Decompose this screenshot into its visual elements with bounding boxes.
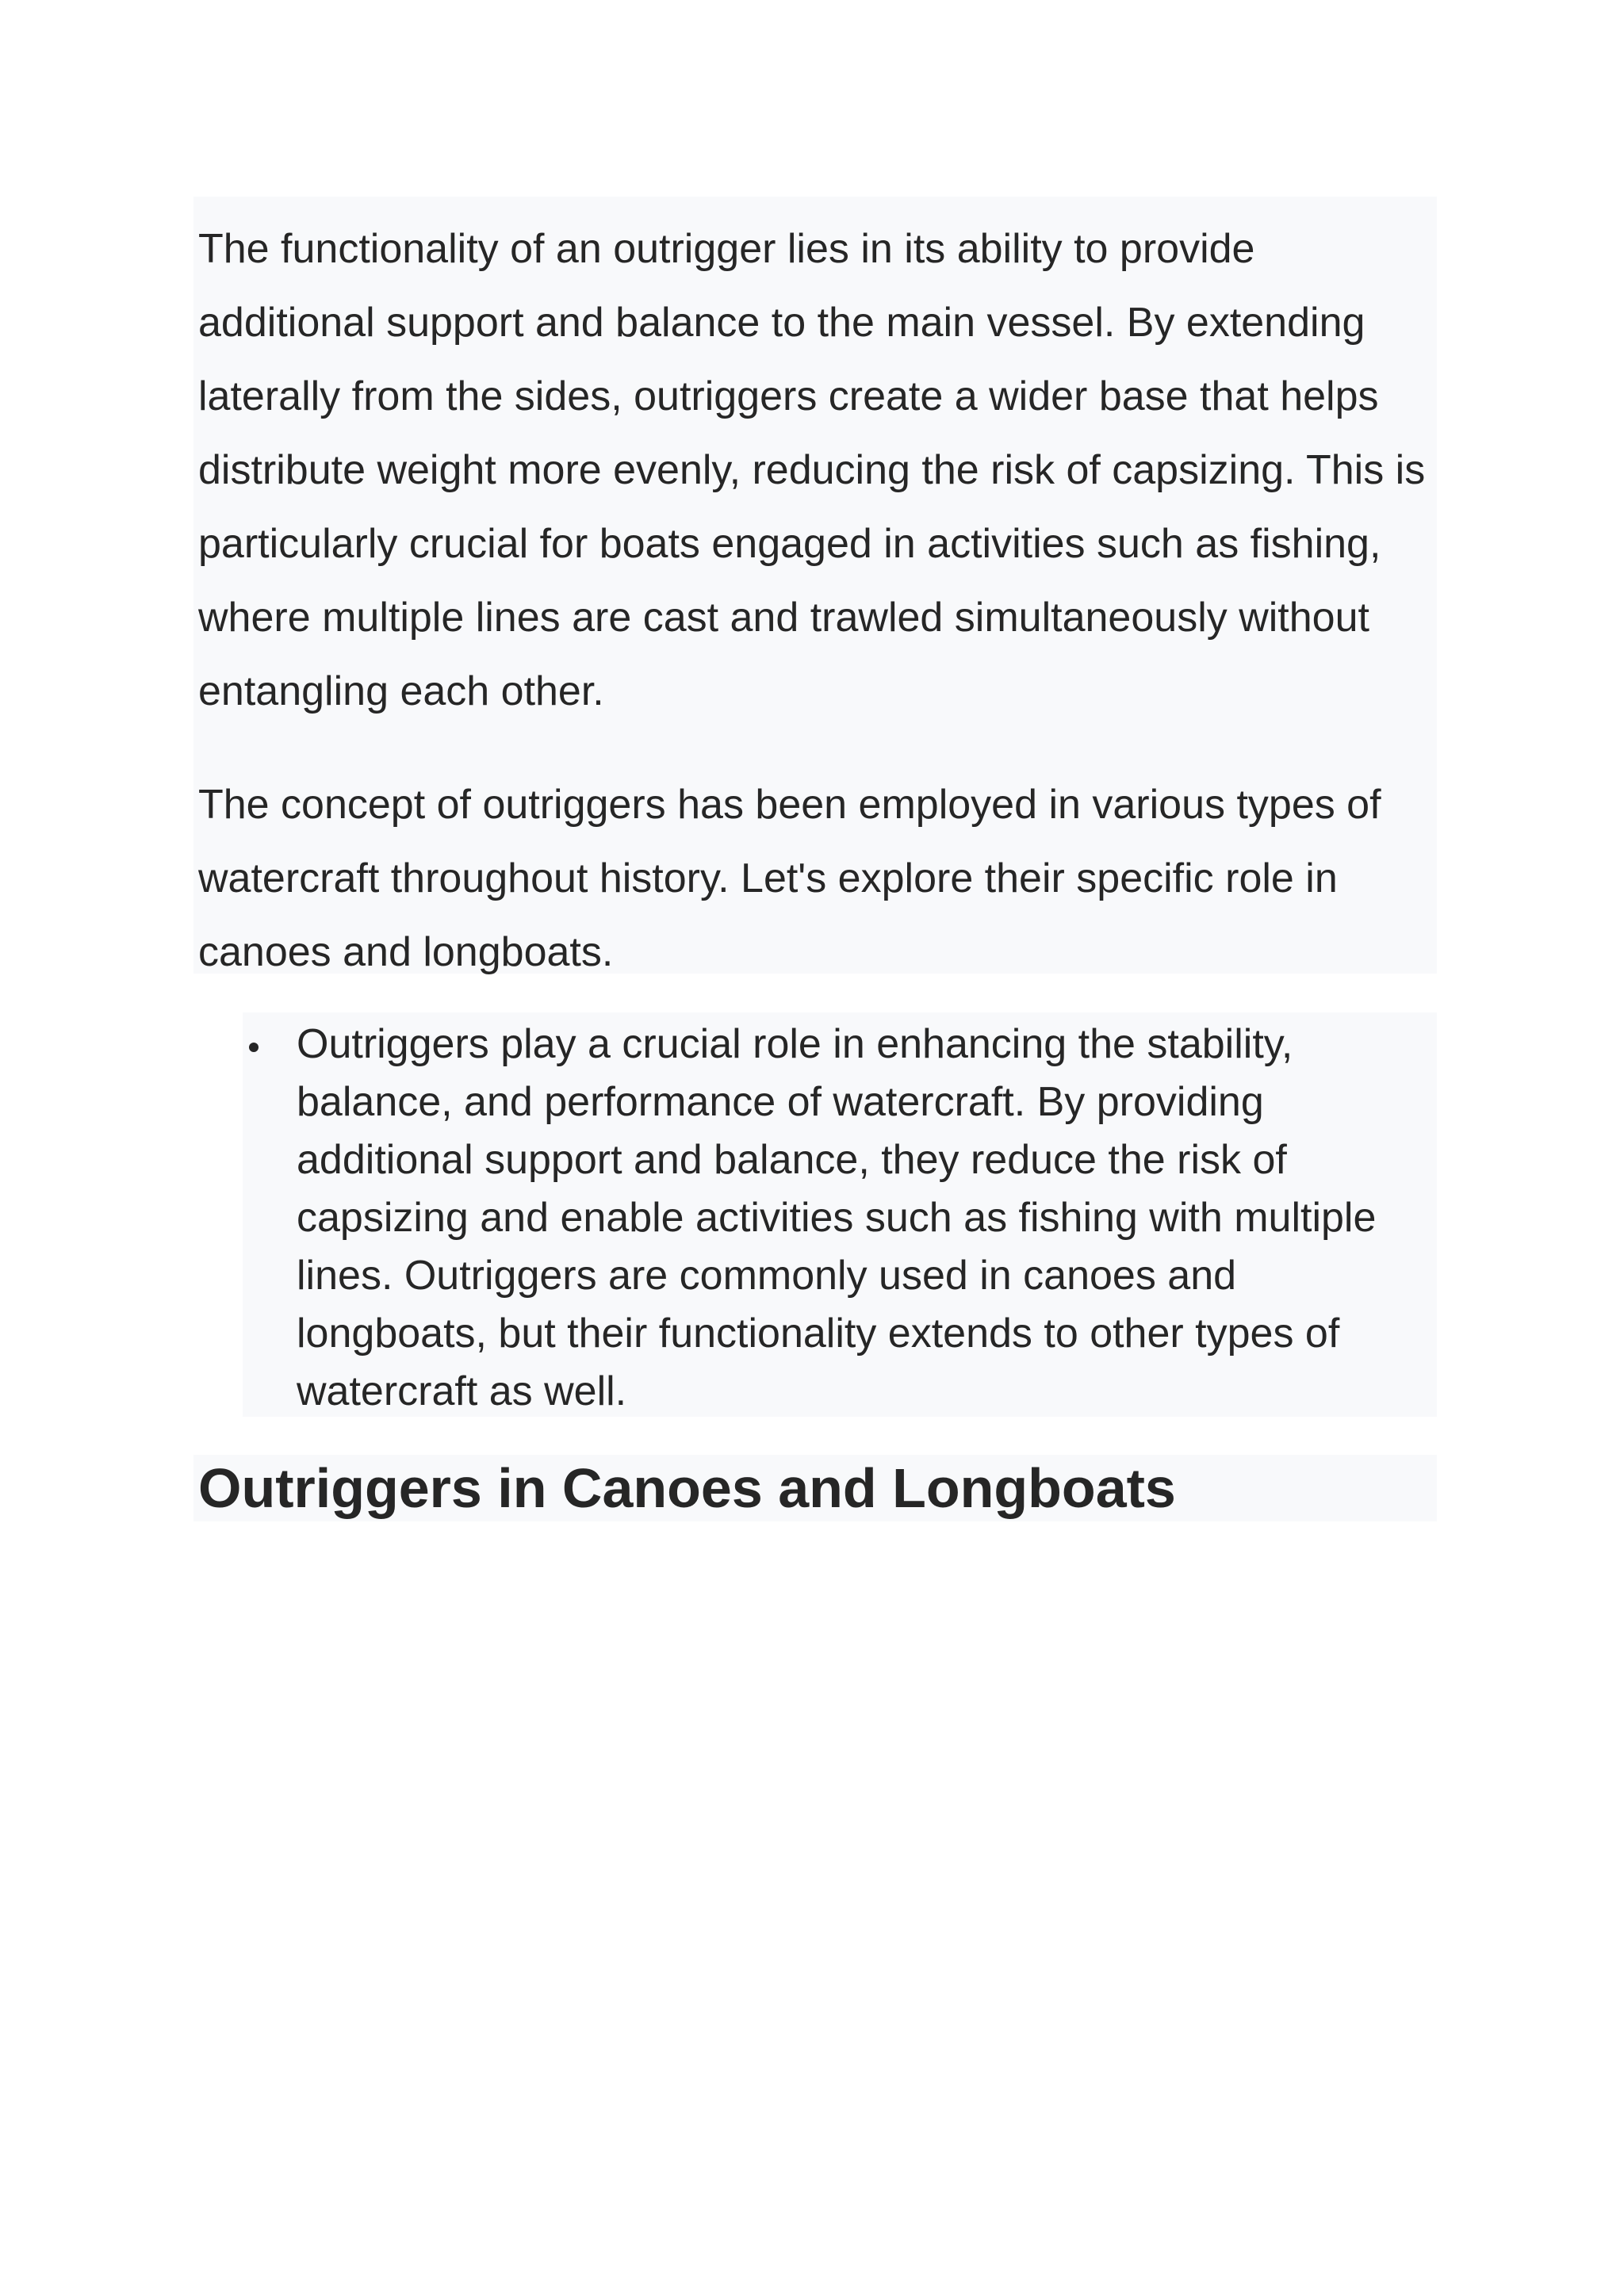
paragraph-block	[193, 197, 1437, 974]
paragraph-outrigger-history: The concept of outriggers has been employed in various types of watercraft throughout history. Let's explore their specific role in canoes and longboats.	[198, 782, 1381, 975]
bullet-list	[243, 1012, 1437, 1417]
list-item	[243, 1012, 1437, 1421]
section-heading: Outriggers in Canoes and Longboats	[198, 1457, 1176, 1519]
section-heading-block	[193, 1455, 1437, 1521]
bullet-icon	[249, 1043, 259, 1052]
list-item-text: Outriggers play a crucial role in enhancing the stability, balance, and performance of watercraft. By providing additional support and balance, they reduce the risk of capsizing and enable activities such as fishing with multiple lines. Outriggers are commonly used in canoes and longboats, but their functionality extends to other types of watercraft as well.	[297, 1021, 1377, 1414]
paragraph-outrigger-functionality: The functionality of an outrigger lies in its ability to provide additional support and balance to the main vessel. By extending laterally from the sides, outriggers create a wider base that helps distribute weight more evenly, reducing the risk of capsizing. This is particularly crucial for boats engaged in activities such as fishing, where multiple lines are cast and trawled simultaneously without entangling each other.	[198, 226, 1426, 714]
